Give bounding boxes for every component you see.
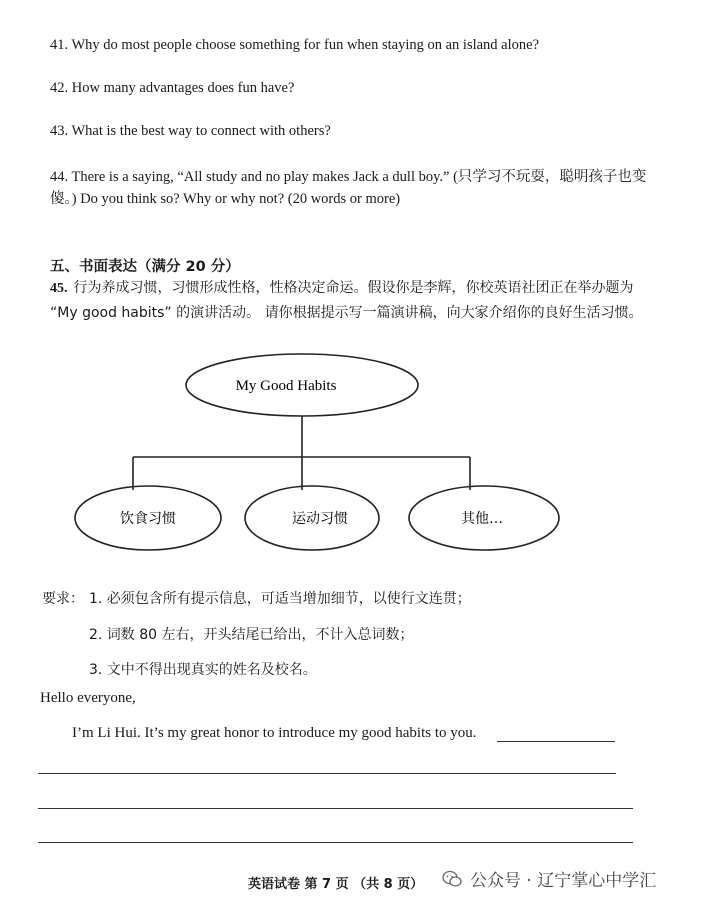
- answer-line-0[interactable]: [497, 741, 615, 742]
- essay-greeting: Hello everyone,: [40, 690, 136, 706]
- child-label-3: 其他…: [461, 511, 503, 527]
- section-heading: 五、书面表达（满分 20 分）: [50, 259, 240, 275]
- requirement-3: 3. 文中不得出现真实的姓名及校名。: [89, 662, 317, 678]
- essay-intro: I’m Li Hui. It’s my great honor to introduce my good habits to you.: [72, 725, 477, 741]
- requirement-2: 2. 词数 80 左右，开头结尾已给出，不计入总词数；: [89, 627, 414, 643]
- question-41: 41. Why do most people choose something for fun when staying on an island alone?: [50, 37, 540, 53]
- question-45-text: 行为养成习惯，习惯形成性格，性格决定命运。假设你是李辉，你校英语社团正在举办题为 “My good habits” 的演讲活动。 请你根据提示写一篇演讲稿，向大家介绍你的良好生活习惯。: [50, 280, 643, 321]
- requirements-label: 要求：: [42, 591, 84, 607]
- requirement-1: 1. 必须包含所有提示信息，可适当增加细节，以使行文连贯；: [89, 591, 471, 607]
- question-45: [50, 276, 650, 325]
- question-43: 43. What is the best way to connect with others?: [50, 123, 331, 139]
- question-44: 44. There is a saying, “All study and no play makes Jack a dull boy.” (只学习不玩耍，聪明孩子也变傻。) Do you think so? Why or why not? (20 words or more): [50, 169, 647, 207]
- watermark-text: 公众号 · 辽宁掌心中学汇: [470, 871, 657, 891]
- child-label-1: 饮食习惯: [120, 511, 176, 527]
- question-42: 42. How many advantages does fun have?: [50, 80, 295, 96]
- root-label: My Good Habits: [235, 378, 337, 394]
- answer-line-1[interactable]: [38, 773, 616, 774]
- page-footer: 英语试卷 第 7 页 （共 8 页）: [248, 877, 424, 892]
- child-label-2: 运动习惯: [292, 511, 348, 527]
- question-45-number: 45.: [50, 281, 68, 296]
- answer-line-2[interactable]: [38, 808, 633, 809]
- wechat-icon: [442, 870, 462, 888]
- habits-mind-map: [0, 340, 712, 555]
- watermark: [442, 866, 656, 891]
- answer-line-3[interactable]: [38, 842, 633, 843]
